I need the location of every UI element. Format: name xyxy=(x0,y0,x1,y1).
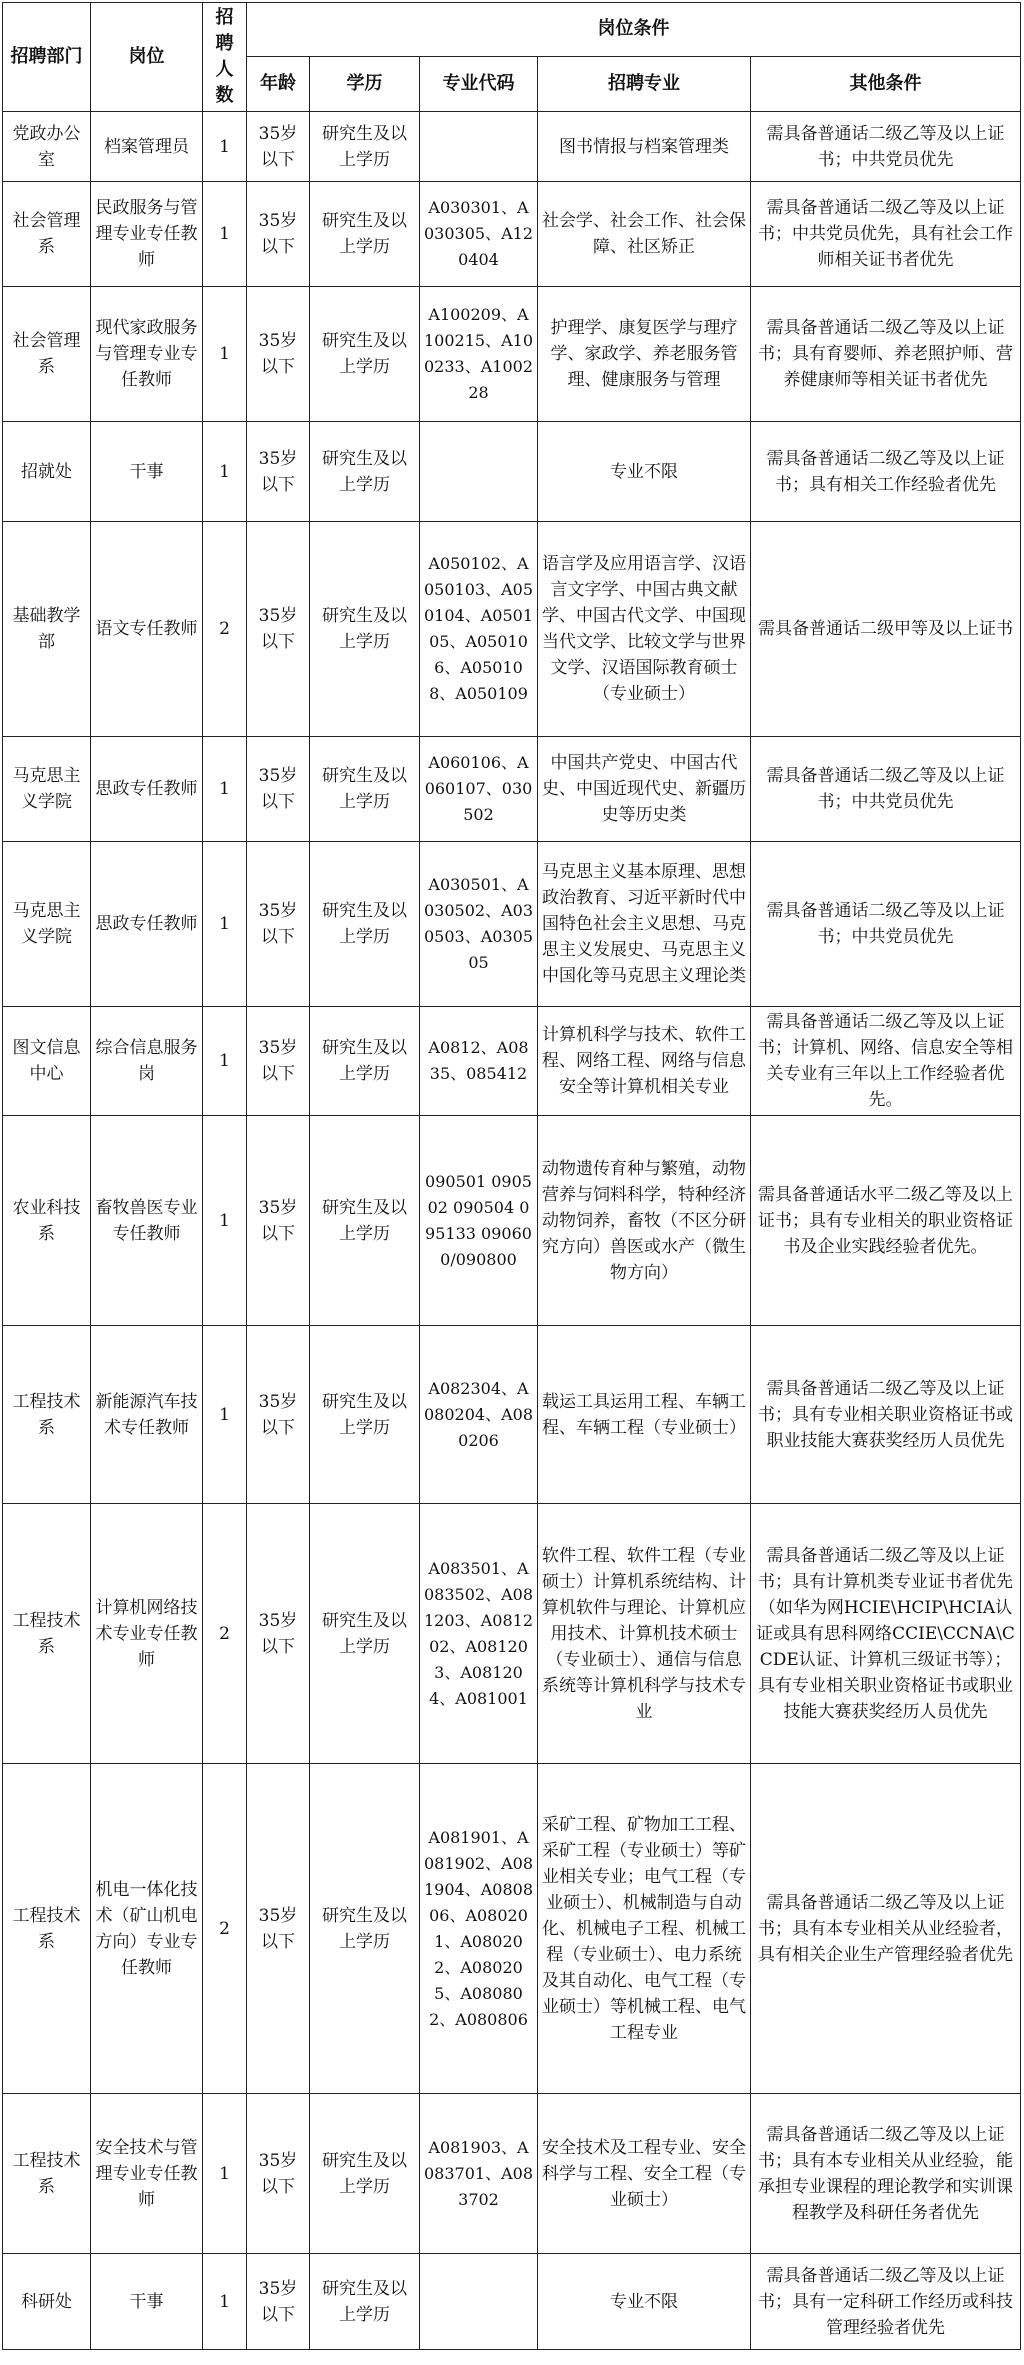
other-cell: 需具备普通话二级乙等及以上证书；中共党员优先，具有社会工作师相关证书者优先 xyxy=(751,182,1021,287)
table-row xyxy=(3,2254,1021,2350)
edu-cell: 研究生及以上学历 xyxy=(310,2094,420,2254)
code-cell: A082304、A080204、A080206 xyxy=(420,1326,538,1504)
major-cell: 语言学及应用语言学、汉语言文字学、中国古典文献学、中国古代文学、中国现当代文学、比较文学与世界文学、汉语国际教育硕士（专业硕士） xyxy=(538,522,751,737)
age-cell: 35岁以下 xyxy=(247,112,310,182)
edu-cell: 研究生及以上学历 xyxy=(310,2254,420,2350)
table-row xyxy=(3,842,1021,1007)
edu-cell: 研究生及以上学历 xyxy=(310,422,420,522)
post-cell: 档案管理员 xyxy=(91,112,203,182)
age-cell: 35岁以下 xyxy=(247,1504,310,1764)
other-cell: 需具备普通话二级乙等及以上证书；中共党员优先 xyxy=(751,842,1021,1007)
count-cell: 1 xyxy=(203,1007,247,1116)
code-cell: 090501 090502 090504 095133 090600/090800 xyxy=(420,1116,538,1326)
age-cell: 35岁以下 xyxy=(247,1116,310,1326)
code-cell: A050102、A050103、A050104、A050105、A050106、A050108、A050109 xyxy=(420,522,538,737)
dept-cell: 社会管理系 xyxy=(3,182,91,287)
age-cell: 35岁以下 xyxy=(247,522,310,737)
header-edu: 学历 xyxy=(310,56,420,111)
post-cell: 新能源汽车技术专任教师 xyxy=(91,1326,203,1504)
major-cell: 社会学、社会工作、社会保障、社区矫正 xyxy=(538,182,751,287)
post-cell: 语文专任教师 xyxy=(91,522,203,737)
dept-cell: 社会管理系 xyxy=(3,287,91,422)
age-cell: 35岁以下 xyxy=(247,287,310,422)
age-cell: 35岁以下 xyxy=(247,2094,310,2254)
table-row xyxy=(3,1116,1021,1326)
code-cell xyxy=(420,422,538,522)
other-cell: 需具备普通话二级乙等及以上证书；计算机、网络、信息安全等相关专业有三年以上工作经验者优先。 xyxy=(751,1007,1021,1116)
table-row xyxy=(3,1764,1021,2094)
edu-cell: 研究生及以上学历 xyxy=(310,1326,420,1504)
post-cell: 机电一体化技术（矿山机电方向）专业专任教师 xyxy=(91,1764,203,2094)
dept-cell: 科研处 xyxy=(3,2254,91,2350)
post-cell: 畜牧兽医专业专任教师 xyxy=(91,1116,203,1326)
other-cell: 需具备普通话二级乙等及以上证书；具有一定科研工作经历或科技管理经验者优先 xyxy=(751,2254,1021,2350)
other-cell: 需具备普通话水平二级乙等及以上证书；具有专业相关的职业资格证书及企业实践经验者优先。 xyxy=(751,1116,1021,1326)
other-cell: 需具备普通话二级乙等及以上证书；中共党员优先 xyxy=(751,112,1021,182)
header-age: 年龄 xyxy=(247,56,310,111)
count-cell: 1 xyxy=(203,842,247,1007)
major-cell: 专业不限 xyxy=(538,422,751,522)
code-cell: A0812、A0835、085412 xyxy=(420,1007,538,1116)
count-cell: 1 xyxy=(203,112,247,182)
edu-cell: 研究生及以上学历 xyxy=(310,842,420,1007)
count-cell: 2 xyxy=(203,522,247,737)
dept-cell: 图文信息中心 xyxy=(3,1007,91,1116)
major-cell: 专业不限 xyxy=(538,2254,751,2350)
other-cell: 需具备普通话二级甲等及以上证书 xyxy=(751,522,1021,737)
dept-cell: 招就处 xyxy=(3,422,91,522)
post-cell: 安全技术与管理专业专任教师 xyxy=(91,2094,203,2254)
count-cell: 1 xyxy=(203,2094,247,2254)
major-cell: 软件工程、软件工程（专业硕士）计算机系统结构、计算机软件与理论、计算机应用技术、计算机技术硕士（专业硕士）、通信与信息系统等计算机科学与技术专业 xyxy=(538,1504,751,1764)
other-cell: 需具备普通话二级乙等及以上证书；具有育婴师、养老照护师、营养健康师等相关证书者优先 xyxy=(751,287,1021,422)
count-cell: 1 xyxy=(203,182,247,287)
count-cell: 2 xyxy=(203,1764,247,2094)
header-other: 其他条件 xyxy=(751,56,1021,111)
other-cell: 需具备普通话二级乙等及以上证书；具有本专业相关从业经验者，具有相关企业生产管理经验者优先 xyxy=(751,1764,1021,2094)
post-cell: 思政专任教师 xyxy=(91,842,203,1007)
post-cell: 思政专任教师 xyxy=(91,737,203,842)
header-conditions: 岗位条件 xyxy=(247,3,1021,57)
other-cell: 需具备普通话二级乙等及以上证书；具有计算机类专业证书者优先（如华为网HCIE\HCIP\HCIA认证或具有思科网络CCIE\CCNA\CCDE认证、计算机三级证书等）；具有专业相关职业资格证书或职业技能大赛获奖经历人员优先 xyxy=(751,1504,1021,1764)
age-cell: 35岁以下 xyxy=(247,1007,310,1116)
age-cell: 35岁以下 xyxy=(247,842,310,1007)
edu-cell: 研究生及以上学历 xyxy=(310,522,420,737)
other-cell: 需具备普通话二级乙等及以上证书；中共党员优先 xyxy=(751,737,1021,842)
dept-cell: 工程技术系 xyxy=(3,1326,91,1504)
edu-cell: 研究生及以上学历 xyxy=(310,287,420,422)
edu-cell: 研究生及以上学历 xyxy=(310,182,420,287)
age-cell: 35岁以下 xyxy=(247,1764,310,2094)
edu-cell: 研究生及以上学历 xyxy=(310,1764,420,2094)
recruitment-table xyxy=(2,2,1021,2350)
dept-cell: 农业科技系 xyxy=(3,1116,91,1326)
count-cell: 1 xyxy=(203,422,247,522)
count-cell: 1 xyxy=(203,1326,247,1504)
post-cell: 干事 xyxy=(91,422,203,522)
table-row xyxy=(3,1504,1021,1764)
table-header xyxy=(3,3,1021,112)
edu-cell: 研究生及以上学历 xyxy=(310,1504,420,1764)
post-cell: 干事 xyxy=(91,2254,203,2350)
code-cell: A100209、A100215、A100233、A100228 xyxy=(420,287,538,422)
edu-cell: 研究生及以上学历 xyxy=(310,112,420,182)
table-row xyxy=(3,182,1021,287)
post-cell: 计算机网络技术专业专任教师 xyxy=(91,1504,203,1764)
table-body xyxy=(3,112,1021,2350)
post-cell: 综合信息服务岗 xyxy=(91,1007,203,1116)
header-code: 专业代码 xyxy=(420,56,538,111)
post-cell: 民政服务与管理专业专任教师 xyxy=(91,182,203,287)
age-cell: 35岁以下 xyxy=(247,422,310,522)
major-cell: 动物遗传育种与繁殖，动物营养与饲料科学，特种经济动物饲养，畜牧（不区分研究方向）兽医或水产（微生物方向） xyxy=(538,1116,751,1326)
edu-cell: 研究生及以上学历 xyxy=(310,1007,420,1116)
dept-cell: 工程技术系 xyxy=(3,2094,91,2254)
code-cell: A060106、A060107、030502 xyxy=(420,737,538,842)
post-cell: 现代家政服务与管理专业专任教师 xyxy=(91,287,203,422)
dept-cell: 马克思主义学院 xyxy=(3,842,91,1007)
age-cell: 35岁以下 xyxy=(247,1326,310,1504)
major-cell: 马克思主义基本原理、思想政治教育、习近平新时代中国特色社会主义思想、马克思主义发展史、马克思主义中国化等马克思主义理论类 xyxy=(538,842,751,1007)
code-cell: A081903、A083701、A083702 xyxy=(420,2094,538,2254)
dept-cell: 工程技术系 xyxy=(3,1504,91,1764)
major-cell: 采矿工程、矿物加工工程、采矿工程（专业硕士）等矿业相关专业；电气工程（专业硕士）、机械制造与自动化、机械电子工程、机械工程（专业硕士）、电力系统及其自动化、电气工程（专业硕士）等机械工程、电气工程专业 xyxy=(538,1764,751,2094)
table-row xyxy=(3,287,1021,422)
count-cell: 1 xyxy=(203,737,247,842)
other-cell: 需具备普通话二级乙等及以上证书；具有本专业相关从业经验，能承担专业课程的理论教学和实训课程教学及科研任务者优先 xyxy=(751,2094,1021,2254)
count-cell: 1 xyxy=(203,1116,247,1326)
code-cell: A081901、A081902、A081904、A080806、A080201、A080202、A080205、A080802、A080806 xyxy=(420,1764,538,2094)
table-row xyxy=(3,522,1021,737)
major-cell: 中国共产党史、中国古代史、中国近现代史、新疆历史等历史类 xyxy=(538,737,751,842)
table-row xyxy=(3,2094,1021,2254)
edu-cell: 研究生及以上学历 xyxy=(310,737,420,842)
code-cell: A030501、A030502、A030503、A030505 xyxy=(420,842,538,1007)
table-row xyxy=(3,112,1021,182)
count-cell: 2 xyxy=(203,1504,247,1764)
header-post: 岗位 xyxy=(91,3,203,112)
other-cell: 需具备普通话二级乙等及以上证书；具有专业相关职业资格证书或职业技能大赛获奖经历人员优先 xyxy=(751,1326,1021,1504)
code-cell xyxy=(420,112,538,182)
count-cell: 1 xyxy=(203,287,247,422)
other-cell: 需具备普通话二级乙等及以上证书；具有相关工作经验者优先 xyxy=(751,422,1021,522)
code-cell: A083501、A083502、A081203、A081202、A081203、A081204、A081001 xyxy=(420,1504,538,1764)
code-cell: A030301、A030305、A120404 xyxy=(420,182,538,287)
major-cell: 载运工具运用工程、车辆工程、车辆工程（专业硕士） xyxy=(538,1326,751,1504)
major-cell: 图书情报与档案管理类 xyxy=(538,112,751,182)
dept-cell: 工程技术系 xyxy=(3,1764,91,2094)
header-major: 招聘专业 xyxy=(538,56,751,111)
table-row xyxy=(3,1007,1021,1116)
dept-cell: 党政办公室 xyxy=(3,112,91,182)
dept-cell: 基础教学部 xyxy=(3,522,91,737)
major-cell: 安全技术及工程专业、安全科学与工程、安全工程（专业硕士） xyxy=(538,2094,751,2254)
header-dept: 招聘部门 xyxy=(3,3,91,112)
count-cell: 1 xyxy=(203,2254,247,2350)
age-cell: 35岁以下 xyxy=(247,182,310,287)
table-row xyxy=(3,1326,1021,1504)
edu-cell: 研究生及以上学历 xyxy=(310,1116,420,1326)
age-cell: 35岁以下 xyxy=(247,737,310,842)
age-cell: 35岁以下 xyxy=(247,2254,310,2350)
major-cell: 计算机科学与技术、软件工程、网络工程、网络与信息安全等计算机相关专业 xyxy=(538,1007,751,1116)
major-cell: 护理学、康复医学与理疗学、家政学、养老服务管理、健康服务与管理 xyxy=(538,287,751,422)
dept-cell: 马克思主义学院 xyxy=(3,737,91,842)
code-cell xyxy=(420,2254,538,2350)
table-row xyxy=(3,422,1021,522)
header-count: 招聘人数 xyxy=(203,3,247,112)
table-row xyxy=(3,737,1021,842)
